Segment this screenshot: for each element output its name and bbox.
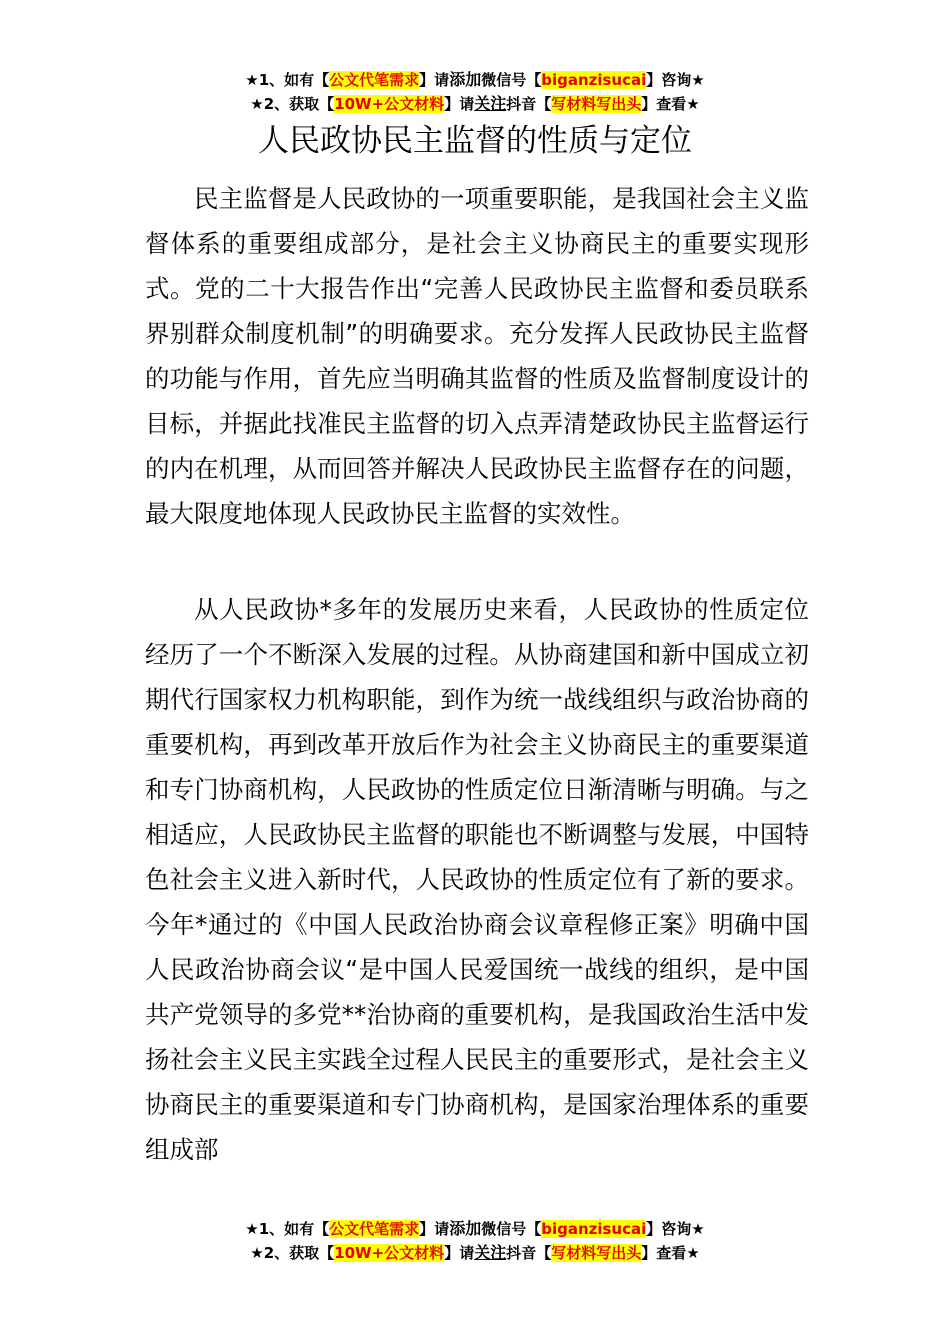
- promo-text: ★1、如有【: [245, 71, 330, 89]
- promo-highlight: 公文代笔需求: [329, 1220, 420, 1238]
- body-paragraph: 从人民政协*多年的发展历史来看，人民政协的性质定位经历了一个不断深入发展的过程。从协商建国和新中国成立初期代行国家权力机构职能，到作为统一战线组织与政治协商的重要机构，再到改革开放后作为社会主义协商民主的重要渠道和专门协商机构，人民政协的性质定位日渐清晰与明确。与之相适应，人民政协民主监督的职能也不断调整与发展，中国特色社会主义进入新时代，人民政协的性质定位有了新的要求。今年*通过的《中国人民政治协商会议章程修正案》明确中国人民政治协商会议“是中国人民爱国统一战线的组织，是中国共产党领导的多党**治协商的重要机构，是我国政治生活中发扬社会主义民主实践全过程人民民主的重要形式，是社会主义协商民主的重要渠道和专门协商机构，是国家治理体系的重要组成部: [145, 595, 809, 1164]
- promo-highlight: 公文代笔需求: [329, 71, 420, 89]
- promo-text: 】请: [419, 71, 450, 89]
- promo-text: 抖音【: [506, 1244, 552, 1262]
- promo-text: ★1、如有【: [245, 1220, 330, 1238]
- promo-line-2: [0, 92, 950, 116]
- promo-text: 抖音【: [506, 95, 552, 113]
- promo-text: 】查看★: [641, 1244, 700, 1262]
- promo-text: 微信号【: [481, 1220, 542, 1238]
- promo-line-1: [0, 68, 950, 92]
- promo-banner-top: [0, 68, 950, 116]
- promo-emphasis: 关注: [474, 94, 507, 113]
- promo-text: 】查看★: [641, 95, 700, 113]
- promo-douyin-id: 写材料写出头: [551, 1244, 642, 1262]
- promo-highlight: 10W+公文材料: [334, 1244, 445, 1262]
- promo-text: 微信号【: [481, 71, 542, 89]
- promo-wechat-id: biganzisucai: [541, 71, 647, 89]
- promo-wechat-id: biganzisucai: [541, 1220, 647, 1238]
- document-title: 人民政协民主监督的性质与定位: [258, 123, 692, 159]
- promo-banner-bottom: [0, 1217, 950, 1265]
- promo-text: ★2、获取【: [250, 95, 335, 113]
- promo-douyin-id: 写材料写出头: [551, 95, 642, 113]
- promo-highlight: 10W+公文材料: [334, 95, 445, 113]
- promo-text: 】请: [419, 1220, 450, 1238]
- promo-line-2: [0, 1241, 950, 1265]
- promo-emphasis: 关注: [474, 1243, 507, 1262]
- body-paragraph-1-container: [145, 176, 809, 536]
- promo-emphasis: 添加: [449, 1219, 482, 1238]
- body-paragraph-2-container: [145, 587, 809, 1172]
- promo-line-1: [0, 1217, 950, 1241]
- promo-text: ★2、获取【: [250, 1244, 335, 1262]
- body-paragraph: 民主监督是人民政协的一项重要职能，是我国社会主义监督体系的重要组成部分，是社会主义协商民主的重要实现形式。党的二十大报告作出“完善人民政协民主监督和委员联系界别群众制度机制”的明确要求。充分发挥人民政协民主监督的功能与作用，首先应当明确其监督的性质及监督制度设计的目标，并据此找准民主监督的切入点弄清楚政协民主监督运行的内在机理，从而回答并解决人民政协民主监督存在的问题，最大限度地体现人民政协民主监督的实效性。: [145, 184, 809, 528]
- promo-text: 】咨询★: [646, 71, 705, 89]
- promo-text: 】请: [444, 1244, 475, 1262]
- promo-text: 】请: [444, 95, 475, 113]
- promo-emphasis: 添加: [449, 70, 482, 89]
- promo-text: 】咨询★: [646, 1220, 705, 1238]
